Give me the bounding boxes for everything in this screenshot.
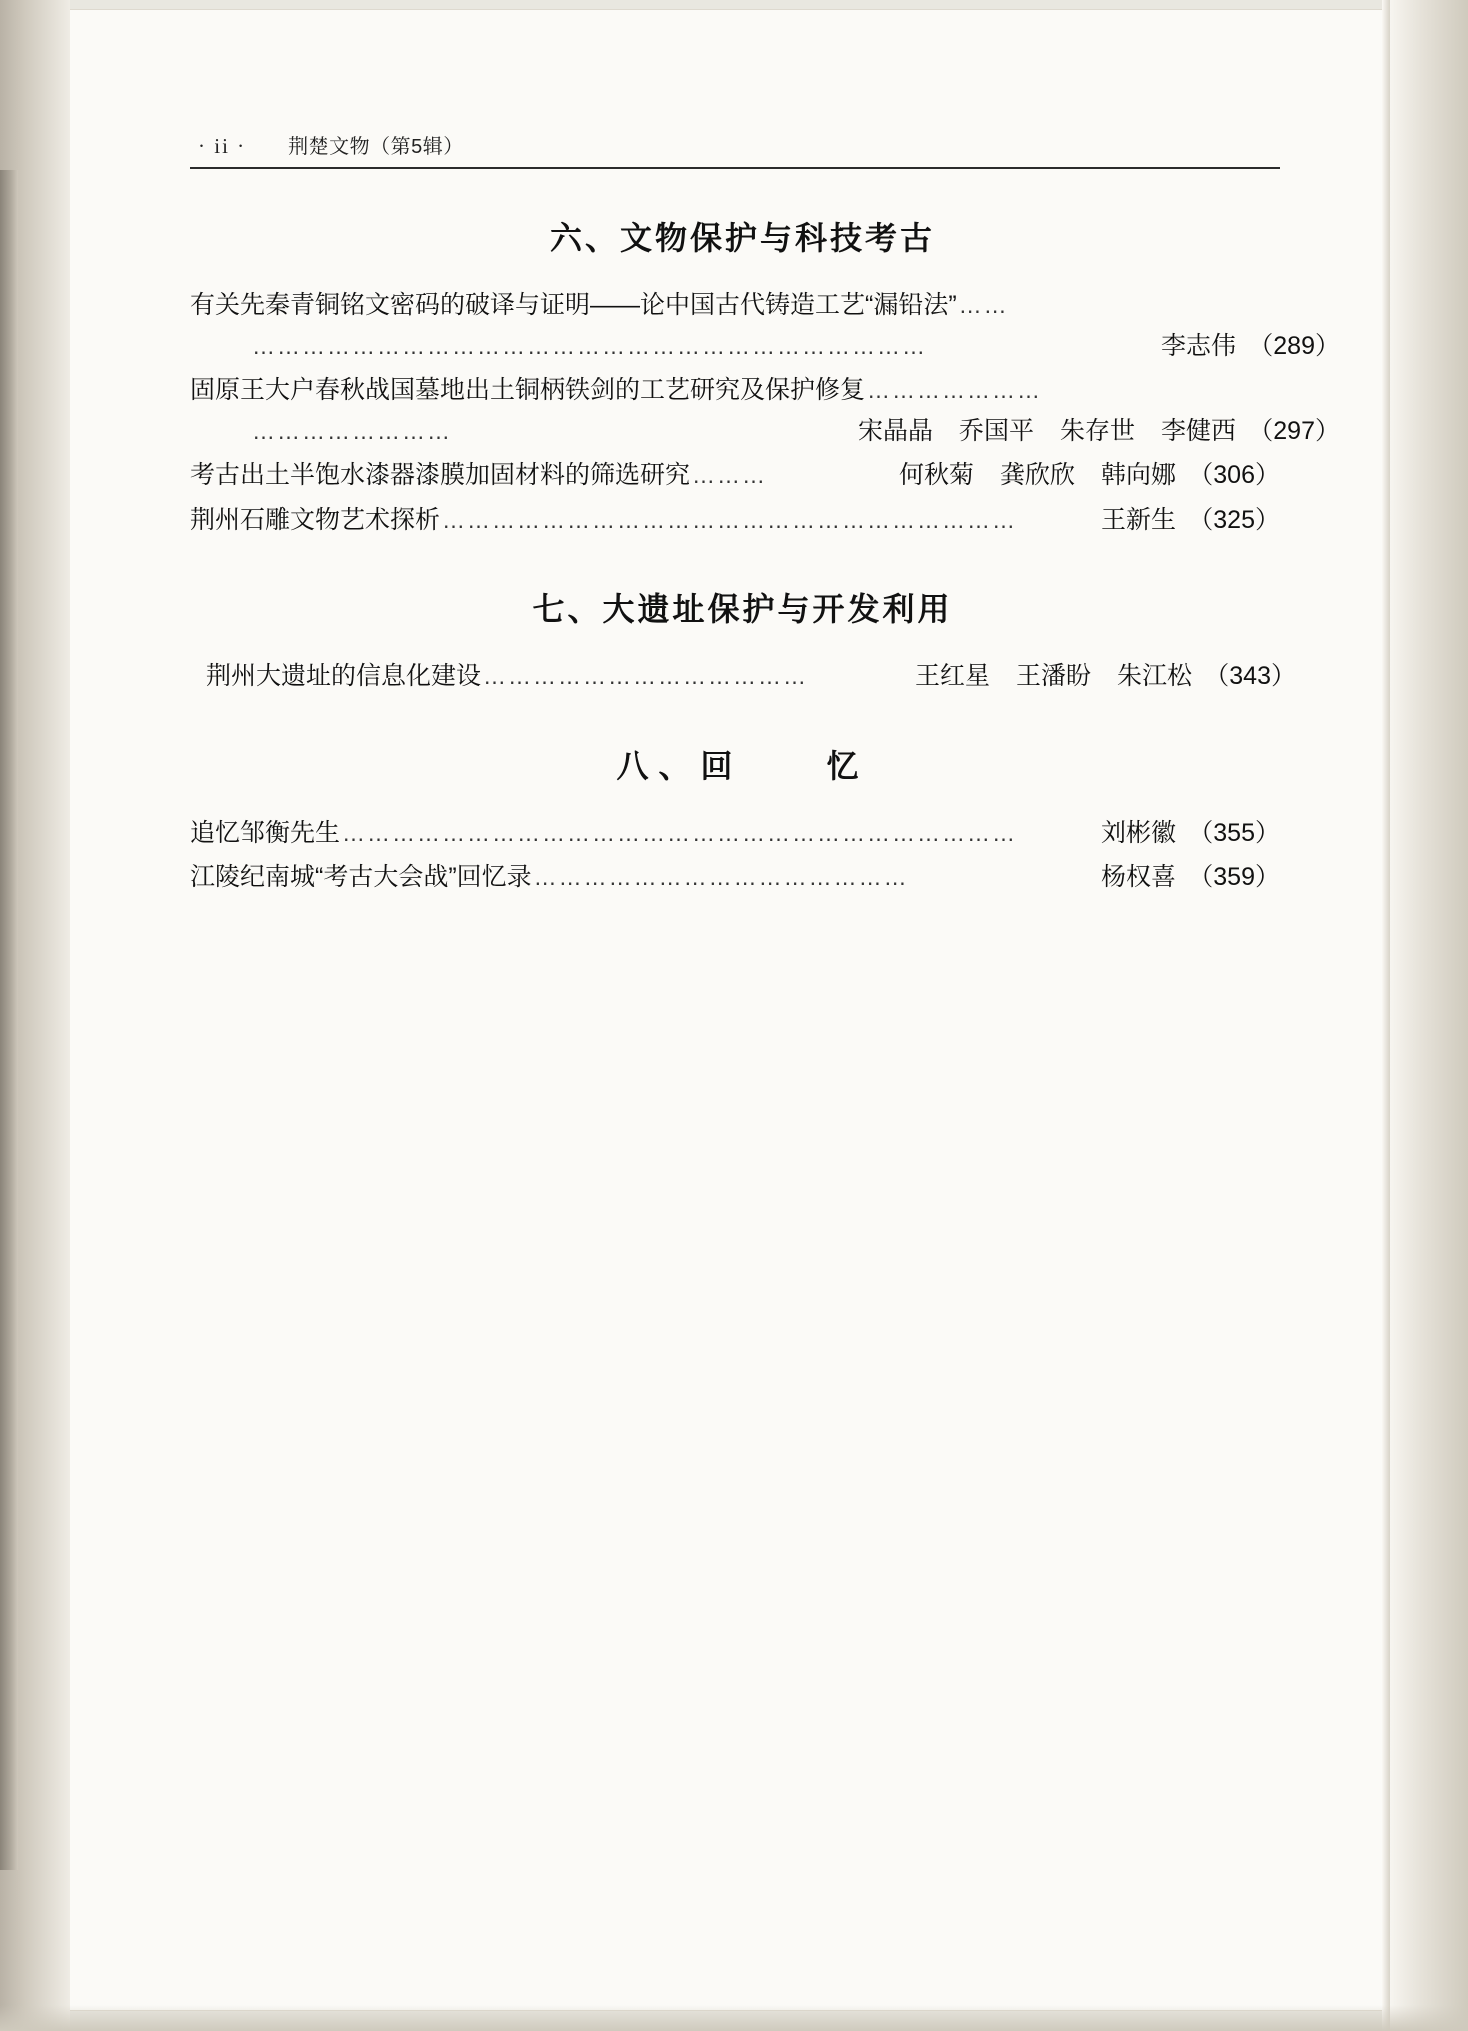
entry-authors xyxy=(1091,500,1176,541)
author-name: 王红星 xyxy=(914,662,990,690)
table-of-contents xyxy=(190,130,1340,902)
author-name: 刘彬徽 xyxy=(1100,818,1176,847)
leader-dots: …… xyxy=(958,292,1009,318)
entry-authors xyxy=(1091,857,1176,898)
leader-dots: …………………………………………………………… xyxy=(442,506,1018,533)
leader-dots: ……………………………………………………………………… xyxy=(342,819,1018,846)
entry-authors xyxy=(905,656,1192,697)
author-name: 王新生 xyxy=(1100,505,1176,534)
section-heading-8: 八、回 忆 xyxy=(616,747,869,784)
leader-dots: ……………………………………… xyxy=(533,864,909,890)
right-gutter-shadow xyxy=(1390,0,1468,2031)
section-heading-7: 七、大遗址保护与开发利用 xyxy=(532,591,953,627)
section-heading-6: 六、文物保护与科技考古 xyxy=(549,220,935,256)
author-name: 杨权喜 xyxy=(1100,863,1176,891)
entry-authors xyxy=(889,455,1176,496)
author-name: 乔国平 xyxy=(958,416,1034,445)
author-name: 韩向娜 xyxy=(1100,461,1176,489)
leader-dots: ……………………………………………………………………… xyxy=(252,332,927,359)
author-name: 龚欣欣 xyxy=(999,461,1075,489)
toc-entry[interactable] xyxy=(190,813,1295,854)
right-page-fold xyxy=(1382,0,1390,2031)
bottom-edge-shadow xyxy=(0,2005,1468,2031)
entry-page-number: （355） xyxy=(1188,818,1280,847)
entry-page-number: （306） xyxy=(1188,461,1280,489)
author-name: 宋晶晶 xyxy=(857,416,933,445)
entry-page-number: （297） xyxy=(1248,416,1340,445)
leader-dots: ……… xyxy=(692,462,768,488)
author-name: 李健西 xyxy=(1160,416,1236,445)
author-name: 何秋菊 xyxy=(898,461,974,489)
folio-number: · ii · xyxy=(198,134,247,158)
left-binding-edge xyxy=(0,170,18,1870)
leader-dots: ………………… xyxy=(867,377,1043,403)
entry-authors xyxy=(848,411,1236,452)
leader-dots: ………………………………… xyxy=(483,663,809,689)
entry-title: 有关先秦青铜铭文密码的破译与证明——论中国古代铸造工艺“漏铅法” xyxy=(190,291,957,319)
entry-page-number: （359） xyxy=(1188,863,1280,891)
entry-page-number: （343） xyxy=(1204,662,1296,690)
toc-entry[interactable] xyxy=(190,857,1295,898)
book-title: 荆楚文物（第5辑） xyxy=(288,136,464,158)
author-name: 朱存世 xyxy=(1059,416,1135,445)
entry-title: 江陵纪南城“考古大会战”回忆录 xyxy=(190,863,532,891)
toc-entry[interactable] xyxy=(190,500,1295,541)
author-name: 李志伟 xyxy=(1160,331,1236,360)
toc-entry[interactable] xyxy=(190,455,1295,496)
entry-title: 固原王大户春秋战国墓地出土铜柄铁剑的工艺研究及保护修复 xyxy=(190,376,866,404)
author-name: 王潘盼 xyxy=(1015,662,1091,690)
header-rule xyxy=(190,167,1280,169)
toc-entry[interactable] xyxy=(190,656,1295,697)
entry-title: 考古出土半饱水漆器漆膜加固材料的筛选研究 xyxy=(190,461,691,489)
toc-entry[interactable] xyxy=(190,370,1340,451)
toc-entry[interactable] xyxy=(190,285,1340,366)
leader-dots: …………………… xyxy=(252,417,452,444)
entry-title: 荆州石雕文物艺术探析 xyxy=(190,505,441,534)
author-name: 朱江松 xyxy=(1116,662,1192,690)
entry-page-number: （325） xyxy=(1188,505,1280,534)
entry-title: 荆州大遗址的信息化建设 xyxy=(206,662,482,690)
entry-authors xyxy=(1151,326,1236,367)
running-head xyxy=(190,130,1295,159)
entry-title: 追忆邹衡先生 xyxy=(190,818,341,847)
entry-page-number: （289） xyxy=(1248,331,1340,360)
entry-authors xyxy=(1091,813,1176,854)
